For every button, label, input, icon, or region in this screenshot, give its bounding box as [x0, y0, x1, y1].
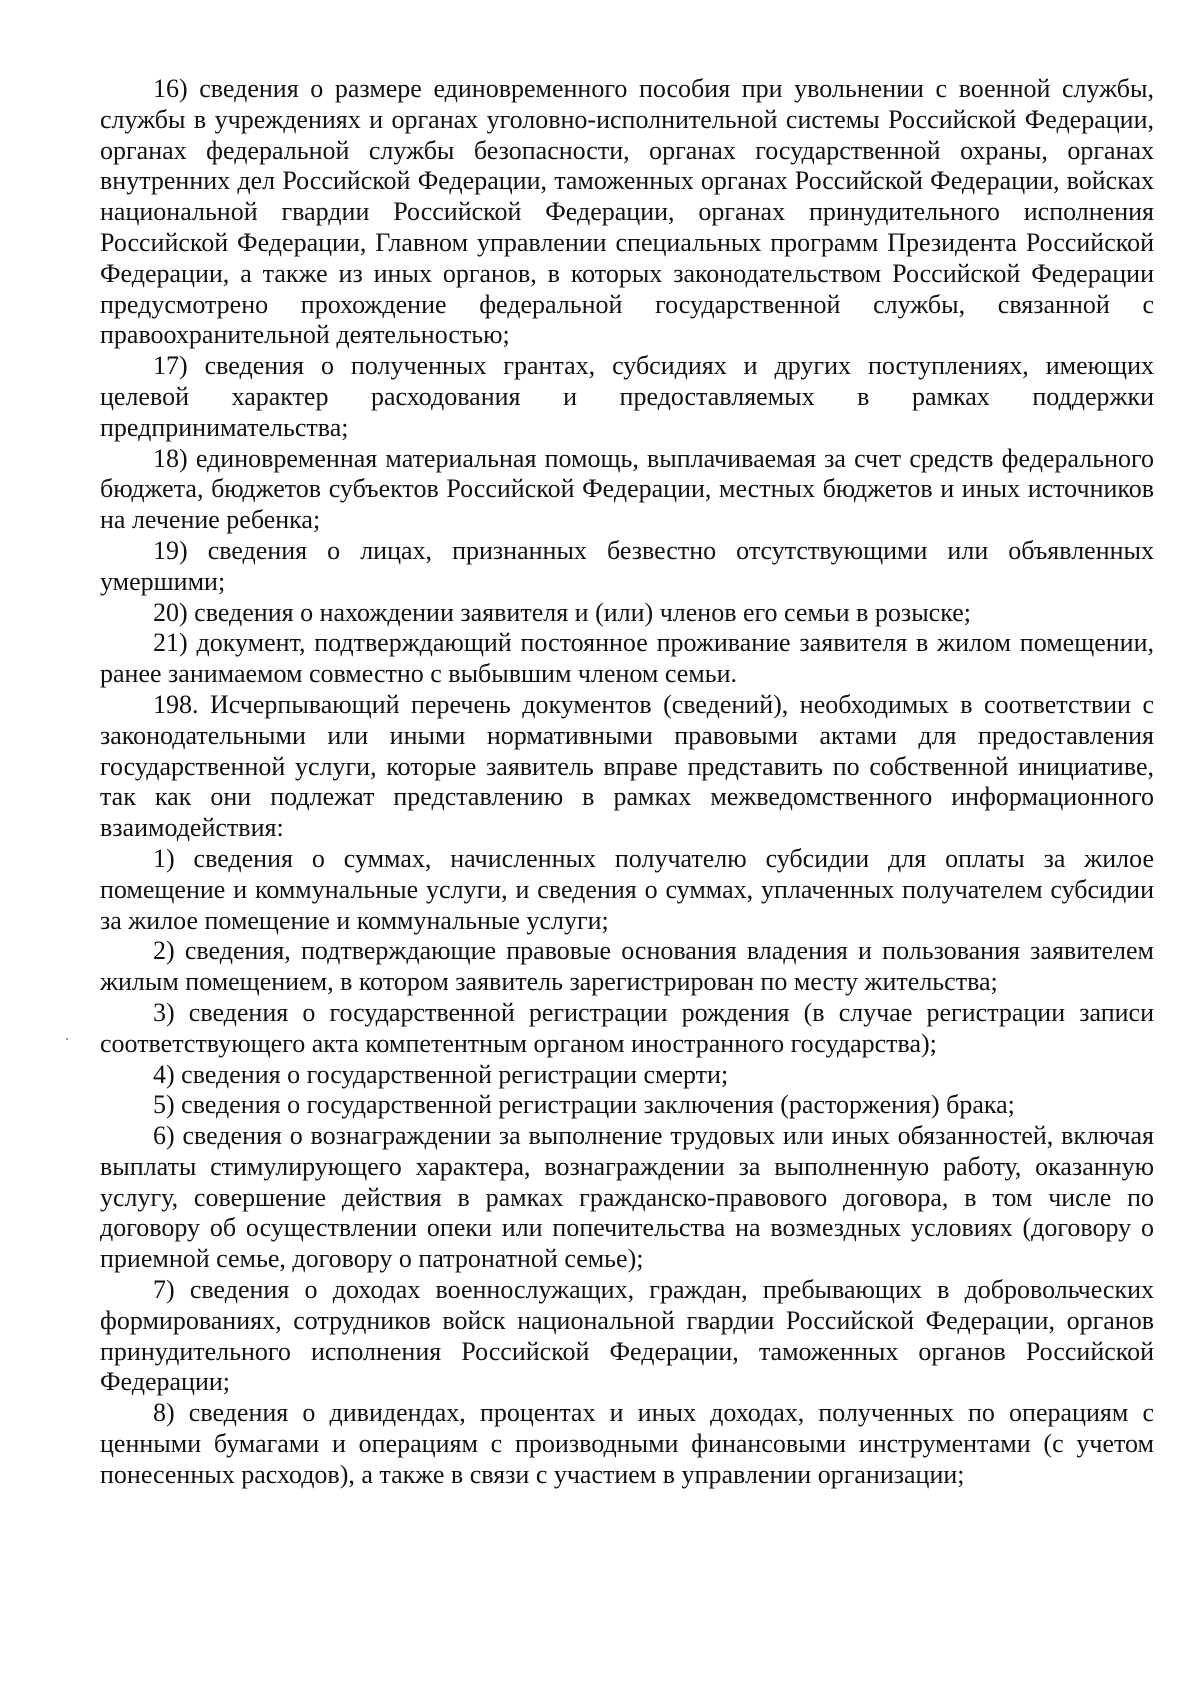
- scan-speck: [66, 1038, 68, 1040]
- document-page: [100, 74, 1154, 1491]
- paragraph-subitem-3: 3) сведения о государственной регистрации рождения (в случае регистрации записи соответствующего акта компетентным органом иностранного государства);: [100, 997, 1154, 1058]
- paragraph-item-18: 18) единовременная материальная помощь, выплачиваемая за счет средств федерального бюджета, бюджетов субъектов Российской Федерации, местных бюджетов и иных источников на лечение ребенка;: [100, 443, 1154, 535]
- paragraph-subitem-8: 8) сведения о дивидендах, процентах и иных доходах, полученных по операциям с ценными бумагами и операциям с производными финансовыми инструментами (с учетом понесенных расходов), а также в связи с участием в управлении организации;: [100, 1398, 1154, 1489]
- paragraph-item-21: 21) документ, подтверждающий постоянное проживание заявителя в жилом помещении, ранее занимаемом совместно с выбывшим членом семьи.: [100, 628, 1154, 689]
- paragraph-subitem-1: 1) сведения о суммах, начисленных получателю субсидии для оплаты за жилое помещение и коммунальные услуги, и сведения о суммах, уплаченных получателем субсидии за жилое помещение и коммунальные услуги;: [100, 843, 1154, 935]
- paragraph-subitem-5: 5) сведения о государственной регистрации заключения (расторжения) брака;: [153, 1090, 1015, 1120]
- paragraph-item-16: 16) сведения о размере единовременного пособия при увольнении с военной службы, службы в учреждениях и органах уголовно-исполнительной системы Российской Федерации, органах федеральной службы безопасности, органах государственной охраны, органах внутренних дел Российской Федерации, таможенных органах Российской Федерации, войсках национальной гвардии Российской Федерации, органах принудительного исполнения Российской Федерации, Главном управлении специальных программ Президента Российской Федерации, а также из иных органов, в которых законодательством Российской Федерации предусмотрено прохождение федеральной государственной службы, связанной с правоохранительной деятельностью;: [100, 74, 1154, 350]
- paragraph-subitem-7: 7) сведения о доходах военнослужащих, граждан, пребывающих в добровольческих формированиях, сотрудников войск национальной гвардии Российской Федерации, органов принудительного исполнения Российской Федерации, таможенных органов Российской Федерации;: [100, 1275, 1154, 1397]
- paragraph-subitem-2: 2) сведения, подтверждающие правовые основания владения и пользования заявителем жилым помещением, в котором заявитель зарегистрирован по месту жительства;: [100, 936, 1154, 997]
- paragraph-item-17: 17) сведения о полученных грантах, субсидиях и других поступлениях, имеющих целевой характер расходования и предоставляемых в рамках поддержки предпринимательства;: [100, 351, 1154, 442]
- paragraph-item-19: 19) сведения о лицах, признанных безвестно отсутствующими или объявленных умершими;: [100, 535, 1154, 596]
- paragraph-subitem-6: 6) сведения о вознаграждении за выполнение трудовых или иных обязанностей, включая выплаты стимулирующего характера, вознаграждении за выполненную работу, оказанную услугу, совершение действия в рамках гражданско-правового договора, в том числе по договору об осуществлении опеки или попечительства на возмездных условиях (договору о приемной семье, договору о патронатной семье);: [100, 1121, 1154, 1274]
- paragraph-section-198: 198. Исчерпывающий перечень документов (сведений), необходимых в соответствии с законодательными или иными нормативными правовыми актами для предоставления государственной услуги, которые заявитель вправе представить по собственной инициативе, так как они подлежат представлению в рамках межведомственного информационного взаимодействия:: [100, 689, 1154, 843]
- paragraph-item-20: 20) сведения о нахождении заявителя и (или) членов его семьи в розыске;: [153, 597, 971, 627]
- paragraph-subitem-4: 4) сведения о государственной регистрации смерти;: [153, 1059, 729, 1089]
